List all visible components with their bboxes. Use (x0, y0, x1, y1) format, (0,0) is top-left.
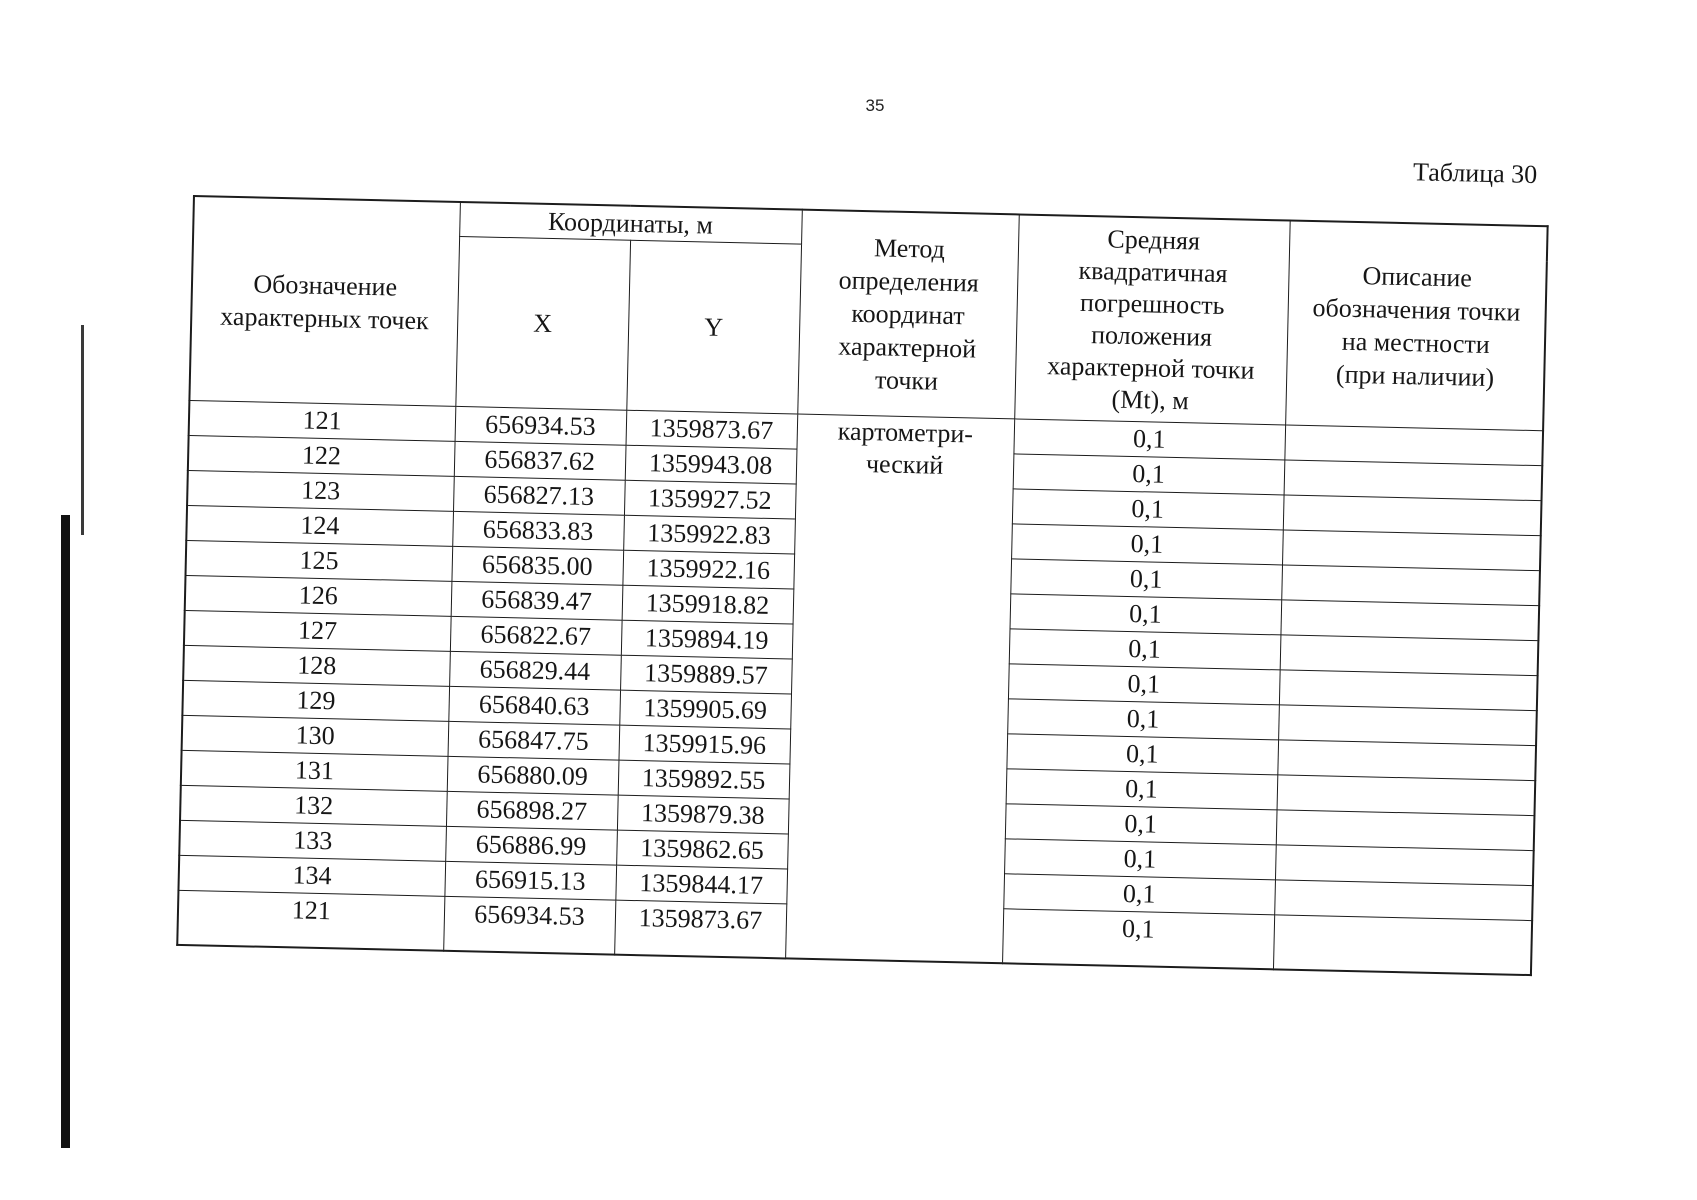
y-coordinate-cell: 1359873.67 (626, 410, 798, 449)
header-point: Обозначение характерных точек (189, 196, 460, 406)
description-cell (1276, 810, 1535, 851)
x-coordinate-cell: 656822.67 (450, 616, 622, 655)
point-id-cell: 123 (187, 470, 454, 511)
description-cell (1284, 460, 1543, 501)
error-cell: 0,1 (1004, 839, 1276, 880)
description-cell (1273, 915, 1532, 975)
error-cell: 0,1 (1009, 629, 1281, 670)
x-coordinate-cell: 656835.00 (451, 546, 623, 585)
y-coordinate-cell: 1359915.96 (618, 725, 790, 764)
x-coordinate-cell: 656880.09 (447, 756, 619, 795)
point-id-cell: 132 (180, 785, 447, 826)
description-cell (1278, 705, 1537, 746)
error-cell: 0,1 (1007, 699, 1279, 740)
error-cell: 0,1 (1002, 909, 1274, 969)
x-coordinate-cell: 656840.63 (448, 686, 620, 725)
point-id-cell: 131 (181, 750, 448, 791)
description-cell (1277, 740, 1536, 781)
header-row-1 (193, 196, 1547, 261)
point-id-cell: 128 (183, 645, 450, 686)
header-coordinates: Координаты, м (459, 202, 802, 244)
x-coordinate-cell: 656829.44 (449, 651, 621, 690)
page-number: 35 (865, 96, 885, 115)
scan-edge-shadow (61, 515, 70, 1148)
x-coordinate-cell: 656833.83 (452, 511, 624, 550)
description-cell (1282, 530, 1541, 571)
description-cell (1274, 880, 1533, 921)
table-header (189, 196, 1547, 431)
y-coordinate-cell: 1359862.65 (616, 830, 788, 869)
error-cell: 0,1 (1006, 734, 1278, 775)
error-cell: 0,1 (1003, 874, 1275, 915)
description-cell (1280, 635, 1539, 676)
x-coordinate-cell: 656837.62 (454, 441, 626, 480)
table-body (177, 400, 1543, 974)
error-cell: 0,1 (1005, 804, 1277, 845)
description-cell (1283, 495, 1542, 536)
coordinates-table (176, 195, 1548, 976)
y-coordinate-cell: 1359892.55 (618, 760, 790, 799)
table-caption: Таблица 30 (1412, 157, 1538, 189)
point-id-cell: 121 (189, 400, 456, 441)
header-x: X (455, 236, 630, 410)
error-cell: 0,1 (1013, 454, 1285, 495)
error-cell: 0,1 (1010, 559, 1282, 600)
point-id-cell: 134 (178, 855, 445, 896)
point-id-cell: 133 (179, 820, 446, 861)
header-error: Средняя квадратичная погрешность положения характерной точки (Mt), м (1014, 214, 1290, 425)
y-coordinate-cell: 1359918.82 (622, 585, 794, 624)
x-coordinate-cell: 656827.13 (453, 476, 625, 515)
y-coordinate-cell: 1359844.17 (615, 865, 787, 904)
x-coordinate-cell: 656898.27 (446, 791, 618, 830)
y-coordinate-cell: 1359889.57 (620, 655, 792, 694)
y-coordinate-cell: 1359879.38 (617, 795, 789, 834)
description-cell (1275, 845, 1534, 886)
header-description: Описание обозначения точки на местности (при наличии) (1285, 221, 1548, 431)
error-cell: 0,1 (1006, 769, 1278, 810)
method-cell: картометри- ческий (785, 414, 1014, 963)
y-coordinate-cell: 1359894.19 (621, 620, 793, 659)
x-coordinate-cell: 656934.53 (455, 406, 627, 445)
point-id-cell: 130 (182, 715, 449, 756)
point-id-cell: 125 (186, 540, 453, 581)
x-coordinate-cell: 656839.47 (451, 581, 623, 620)
y-coordinate-cell: 1359927.52 (624, 480, 796, 519)
header-y: Y (626, 240, 801, 414)
y-coordinate-cell: 1359943.08 (625, 445, 797, 484)
description-cell (1284, 425, 1543, 466)
point-id-cell: 122 (188, 435, 455, 476)
y-coordinate-cell: 1359922.16 (622, 550, 794, 589)
y-coordinate-cell: 1359873.67 (614, 900, 786, 958)
error-cell: 0,1 (1008, 664, 1280, 705)
point-id-cell: 126 (185, 575, 452, 616)
error-cell: 0,1 (1012, 489, 1284, 530)
y-coordinate-cell: 1359922.83 (623, 515, 795, 554)
description-cell (1277, 775, 1536, 816)
error-cell: 0,1 (1010, 594, 1282, 635)
point-id-cell: 121 (177, 890, 444, 950)
scan-edge-shadow-thin (81, 325, 84, 535)
header-method: Метод определения координат характерной точки (797, 210, 1019, 419)
x-coordinate-cell: 656847.75 (448, 721, 620, 760)
point-id-cell: 124 (186, 505, 453, 546)
error-cell: 0,1 (1013, 419, 1285, 460)
error-cell: 0,1 (1011, 524, 1283, 565)
point-id-cell: 127 (184, 610, 451, 651)
x-coordinate-cell: 656886.99 (445, 826, 617, 865)
description-cell (1279, 670, 1538, 711)
description-cell (1280, 600, 1539, 641)
x-coordinate-cell: 656915.13 (444, 861, 616, 900)
point-id-cell: 129 (182, 680, 449, 721)
x-coordinate-cell: 656934.53 (443, 896, 615, 954)
y-coordinate-cell: 1359905.69 (619, 690, 791, 729)
description-cell (1281, 565, 1540, 606)
